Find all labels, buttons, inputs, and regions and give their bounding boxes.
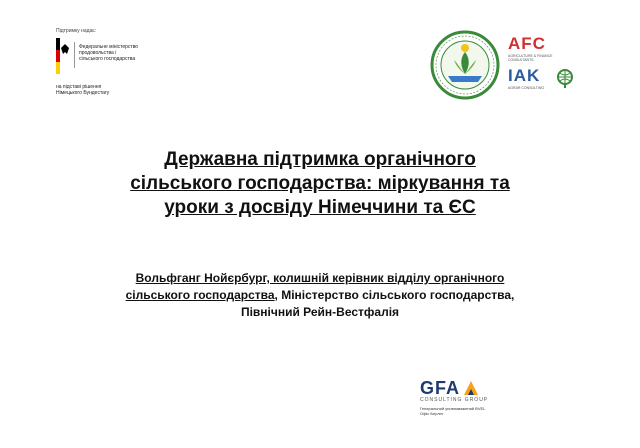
- afc-logo: [508, 34, 568, 62]
- title-line-1: Державна підтримка органічного: [164, 149, 476, 170]
- gfa-agent-note: Генеральний уповноважений BVEL Офіс Берлін: [420, 406, 486, 416]
- author-credit: [90, 270, 550, 321]
- gfa-triangle-icon: [462, 378, 480, 396]
- ministry-logo: [56, 38, 186, 74]
- gfa-group: CONSULTING GROUP: [420, 397, 489, 403]
- support-header: Підтримку надає:: [56, 28, 97, 34]
- document-title: [100, 148, 540, 220]
- gfa-mark: GFA: [420, 378, 461, 398]
- ministry-divider: [74, 42, 75, 68]
- author-line-3: Північний Рейн-Вестфалія: [240, 305, 400, 319]
- title-line-3: уроки з досвіду Німеччини та ЄС: [164, 197, 476, 218]
- globe-pin-icon: [555, 68, 575, 88]
- afc-subtitle: AGRICULTURE & FINANCE CONSULTANTS: [508, 54, 553, 62]
- title-line-2: сільського господарства: міркування та: [130, 173, 510, 194]
- ministry-name: Федеральне міністерство продовольства і сільського господарства: [79, 44, 139, 62]
- afc-mark: AFC: [508, 34, 546, 53]
- support-block: [56, 28, 186, 96]
- author-line-2: сільського господарства, Міністерство сільського господарства,: [125, 288, 515, 302]
- iak-subtitle: AGRAR CONSULTING: [508, 86, 545, 90]
- bundestag-basis: на підставі рішення Німецького Бундестагу: [56, 84, 110, 96]
- federal-eagle-icon: [56, 38, 70, 74]
- author-line-1: Вольфганг Нойєрбург, колишній керівник відділу органічного: [135, 271, 505, 285]
- partner-logos: [430, 30, 580, 110]
- gfa-logo: [420, 378, 540, 416]
- iak-logo: [508, 66, 544, 90]
- organic-cooperation-seal-icon: [430, 30, 500, 100]
- iak-mark: IAK: [508, 66, 541, 85]
